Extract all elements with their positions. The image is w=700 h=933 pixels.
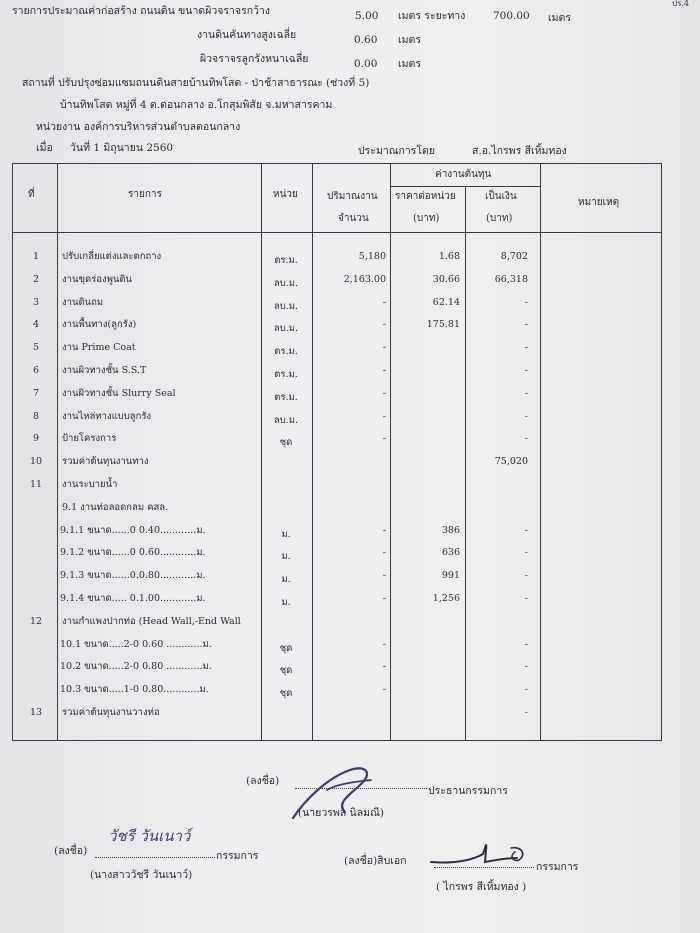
row-amount: -	[524, 433, 528, 445]
row-amount: 8,702	[500, 251, 528, 262]
header-line2-label: งานดินคันทางสูงเฉลี่ย	[197, 29, 297, 41]
estimator-label: ประมาณการโดย	[358, 145, 436, 157]
row-unit: ชุด	[279, 688, 293, 700]
row-no: 12	[29, 615, 43, 627]
row-qty: -	[382, 661, 386, 673]
row-qty: -	[382, 387, 386, 399]
row-amount: -	[524, 524, 528, 536]
col-header-amount-2: (บาท)	[486, 213, 513, 224]
row-amount: -	[524, 365, 528, 376]
col-divider-amount	[540, 163, 541, 741]
row-qty: -	[382, 410, 386, 422]
row-unit: ตร.ม.	[274, 255, 298, 266]
row-item: งานผิวทางชั้น S.S.T	[62, 365, 147, 376]
row-amount: -	[524, 593, 528, 604]
row-price: 991	[441, 570, 460, 582]
date-prefix: เมื่อ	[36, 142, 53, 154]
row-qty: -	[382, 524, 386, 536]
header-line3-unit: เมตร	[398, 58, 421, 70]
row-no: 10	[29, 456, 43, 468]
agency-text: หน่วยงาน องค์การบริหารส่วนตำบลดอนกลาง	[36, 121, 241, 133]
col-header-no: ที่	[28, 189, 35, 200]
row-no: 6	[32, 365, 40, 376]
row-amount: -	[524, 319, 528, 331]
row-qty: -	[382, 342, 386, 354]
member1-role: กรรมการ	[216, 850, 259, 862]
row-item: งานดินถม	[62, 296, 104, 308]
row-unit: ชุด	[279, 665, 293, 677]
member1-sign-prefix: (ลงชื่อ)	[54, 845, 88, 857]
col-header-cost-group: ค่างานต้นทุน	[435, 169, 492, 180]
col-header-amount-1: เป็นเงิน	[485, 191, 517, 202]
row-qty: -	[382, 296, 386, 308]
row-amount: -	[524, 707, 528, 718]
row-no: 9	[32, 433, 40, 445]
row-item: งานผิวทางชั้น Slurry Seal	[62, 387, 176, 399]
row-price: 386	[441, 524, 460, 536]
col-divider-price	[465, 186, 466, 741]
row-item: 10.3 ขนาด.....1-0 0.80............ม.	[60, 684, 209, 696]
row-price: 30.66	[432, 273, 460, 285]
row-qty: -	[382, 570, 386, 582]
row-item: งานไหล่ทางแบบลูกรัง	[62, 410, 152, 422]
estimator-name: ส.อ.ไกรพร สีเหิ้มทอง	[472, 145, 567, 157]
header-line1-unit: เมตร ระยะทาง	[398, 10, 466, 22]
row-item: งานขุดร่องพูนดิน	[62, 273, 132, 285]
row-no: 7	[32, 387, 40, 399]
place-text: สถานที่ ปรับปรุงซ่อมแซมถนนดินสายบ้านทิพโสด - ป่าช้าสาธารณะ (ช่วงที่ 5)	[22, 77, 370, 89]
row-unit: ลบ.ม.	[273, 323, 299, 335]
row-item: รวมค่าต้นทุนงานทาง	[62, 456, 149, 468]
col-divider-unit	[312, 163, 313, 741]
row-amount: -	[524, 410, 528, 422]
chair-role: ประธานกรรมการ	[428, 785, 508, 797]
header-line3-value: 0.00	[354, 58, 378, 70]
row-qty: -	[382, 547, 386, 559]
village-text: บ้านทิพโสด หมู่ที่ 4 ต.ดอนกลาง อ.โกสุมพิสัย จ.มหาสารคาม	[60, 99, 333, 111]
row-item: รวมค่าต้นทุนงานวางท่อ	[62, 707, 160, 718]
row-qty: 5,180	[358, 251, 386, 262]
row-amount: -	[524, 570, 528, 582]
member2-name: ( ไกรพร สีเหิ้มทอง )	[436, 881, 527, 893]
row-unit: ลบ.ม.	[273, 414, 299, 426]
row-amount: 66,318	[494, 273, 528, 285]
row-item: งานกำแพงปากท่อ (Head Wall,-End Wall	[62, 615, 241, 627]
chair-sign-prefix: (ลงชื่อ)	[246, 775, 280, 787]
table-right-border	[661, 163, 662, 741]
col-header-unit: หน่วย	[273, 189, 298, 200]
member1-name: (นางสาววัชรี วันเนาว์)	[90, 869, 193, 881]
row-unit: ชุด	[279, 437, 293, 449]
row-no: 11	[29, 479, 43, 490]
header-line2-value: 0.60	[354, 34, 378, 46]
row-item: ป้ายโครงการ	[62, 433, 117, 445]
row-item: 10.1 ขนาด.....2-0 0.60 ............ม.	[60, 638, 212, 650]
col-header-qty-1: ปริมาณงาน	[327, 191, 378, 202]
row-unit: ตร.ม.	[274, 391, 298, 403]
col-header-item: รายการ	[128, 189, 162, 200]
table-left-border	[12, 163, 13, 741]
row-item: 9.1.3 ขนาด......0.0.80............ม.	[60, 570, 206, 582]
row-no: 3	[32, 296, 40, 308]
row-qty: -	[382, 433, 386, 445]
row-no: 4	[32, 319, 40, 331]
col-divider-item	[261, 163, 262, 741]
row-qty: -	[382, 365, 386, 376]
row-item: งาน Prime Coat	[62, 342, 136, 354]
row-qty: -	[382, 684, 386, 696]
row-item: งานระบายน้ำ	[62, 479, 118, 490]
member2-role: กรรมการ	[536, 861, 579, 873]
row-qty: -	[382, 319, 386, 331]
table-bottom-border	[12, 740, 662, 741]
header-line1-label: รายการประมาณค่าก่อสร้าง ถนนดิน ขนาดผิวจราจรกว้าง	[12, 5, 270, 17]
row-unit: ลบ.ม.	[273, 277, 299, 289]
row-amount: -	[524, 547, 528, 559]
row-price: 175.81	[426, 319, 460, 331]
col-divider-no	[57, 163, 58, 741]
row-unit: ม.	[281, 551, 291, 563]
date-value: วันที่ 1 มิถุนายน 2560	[70, 142, 174, 154]
col-header-qty-2: จำนวน	[338, 213, 369, 224]
row-unit: ลบ.ม.	[273, 300, 299, 312]
row-item: 10.2 ขนาด.....2-0 0.80 ............ม.	[60, 661, 212, 673]
page-corner-label: ปร.4	[672, 0, 690, 8]
chair-name: (นายวรพล นิลมณี)	[298, 807, 384, 819]
row-item: 9.1.1 ขนาด......0 0.40............ม.	[60, 524, 206, 536]
row-item: 9.1 งานท่อลอดกลม คสล.	[62, 501, 169, 513]
row-amount: -	[524, 661, 528, 673]
header-line1-length: 700.00	[493, 10, 530, 22]
row-amount: -	[524, 342, 528, 354]
col-header-remark: หมายเหตุ	[578, 197, 620, 208]
row-no: 8	[32, 410, 40, 422]
row-no: 2	[32, 273, 40, 285]
row-price: 1,256	[432, 593, 460, 604]
chair-signature-image	[275, 760, 395, 820]
col-header-unit-price-2: (บาท)	[413, 213, 440, 224]
member1-handwriting: วัชรี วันเนาว์	[108, 827, 191, 845]
header-line2-unit: เมตร	[398, 34, 421, 46]
row-amount: -	[524, 638, 528, 650]
table-header-bottom-line	[12, 232, 662, 233]
col-divider-qty	[390, 163, 391, 741]
header-line1-value: 5.00	[355, 10, 379, 22]
row-unit: ม.	[281, 574, 291, 586]
row-no: 5	[32, 342, 40, 354]
row-item: 9.1.4 ขนาด..... 0.1.00............ม.	[60, 593, 206, 604]
row-item: 9.1.2 ขนาด......0 0.60............ม.	[60, 547, 206, 559]
row-no: 13	[29, 707, 43, 718]
header-line1-unit2: เมตร	[548, 12, 571, 24]
member2-sign-prefix: (ลงชื่อ)สิบเอก	[344, 855, 407, 867]
row-no: 1	[32, 251, 40, 262]
row-unit: ม.	[281, 597, 291, 608]
header-line3-label: ผิวจราจรลูกรังหนาเฉลี่ย	[200, 53, 309, 65]
row-unit: ม.	[281, 528, 291, 540]
row-amount: -	[524, 684, 528, 696]
row-amount: -	[524, 387, 528, 399]
row-price: 62.14	[432, 296, 460, 308]
table-top-border	[12, 163, 662, 164]
row-amount: -	[524, 296, 528, 308]
row-unit: ชุด	[279, 642, 293, 654]
member2-signature-image	[425, 836, 535, 876]
row-price: 636	[441, 547, 460, 559]
row-unit: ตร.ม.	[274, 346, 298, 358]
row-price: 1.68	[438, 251, 460, 262]
row-qty: -	[382, 638, 386, 650]
row-unit: ตร.ม.	[274, 369, 298, 380]
col-header-unit-price-1: ราคาต่อหน่วย	[395, 191, 456, 202]
row-item: งานพื้นทาง(ลูกรัง)	[62, 319, 137, 331]
row-item: ปรับเกลี่ยแต่งและตกถาง	[62, 251, 162, 262]
member1-sign-line	[95, 857, 215, 858]
row-qty: 2,163.00	[343, 273, 386, 285]
row-qty: -	[382, 593, 386, 604]
row-amount: 75,020	[494, 456, 528, 468]
